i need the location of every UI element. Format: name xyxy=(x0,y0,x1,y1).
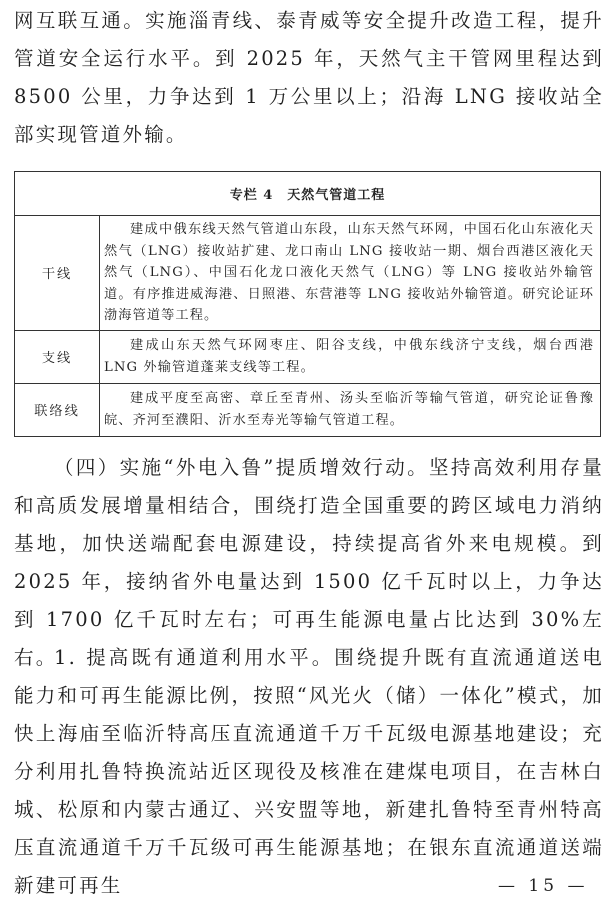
section-four-paragraph: （四）实施“外电入鲁”提质增效行动。坚持高效利用存量和高质发展增量相结合，围绕打造全国重要的跨区域电力消纳基地，加快送端配套电源建设，持续提高省外来电规模。到 2025 年，接纳省外电量达到 1500 亿千瓦时以上，力争达到 1700 亿千瓦时左右；可再生能源电量占比达到 30%左右。 xyxy=(14,456,604,669)
table-row xyxy=(15,216,601,331)
row-label-trunk-line: 干线 xyxy=(15,216,100,331)
row-label-branch-line: 支线 xyxy=(15,330,100,383)
table-title: 专栏 4 天然气管道工程 xyxy=(15,172,601,216)
row-content-trunk-line: 建成中俄东线天然气管道山东段，山东天然气环网，中国石化山东液化天然气（LNG）接收站扩建、龙口南山 LNG 接收站一期、烟台西港区液化天然气（LNG）、中国石化龙口液化天然气（LNG）等 LNG 接收站外输管道。有序推进威海港、日照港、东营港等 LNG 接收站外输管道。研究论证环渤海管道等工程。 xyxy=(100,216,601,331)
body-paragraph-pipeline-network: 网互联互通。实施淄青线、泰青威等安全提升改造工程，提升管道安全运行水平。到 2025 年，天然气主干管网里程达到 8500 公里，力争达到 1 万公里以上；沿海 LNG 接收站全部实现管道外输。 xyxy=(14,9,604,146)
page-number: — 15 — xyxy=(498,876,589,896)
row-content-connecting-line: 建成平度至高密、章丘至青州、汤头至临沂等输气管道，研究论证鲁豫皖、齐河至濮阳、沂水至寿光等输气管道工程。 xyxy=(100,383,601,436)
row-label-connecting-line: 联络线 xyxy=(15,383,100,436)
item-one-paragraph: 1. 提高既有通道利用水平。围绕提升既有直流通道送电能力和可再生能源比例，按照“风光火（储）一体化”模式，加快上海庙至临沂特高压直流通道千万千瓦级电源基地建设；充分利用扎鲁特换流站近区现役及核准在建煤电项目，在吉林白城、松原和内蒙古通辽、兴安盟等地，新建扎鲁特至青州特高压直流通道千万千瓦级可再生能源基地；在银东直流通道送端新建可再生 xyxy=(14,646,604,897)
table-row xyxy=(15,330,601,383)
table-header-row xyxy=(15,172,601,216)
row-content-branch-line: 建成山东天然气环网枣庄、阳谷支线，中俄东线济宁支线，烟台西港 LNG 外输管道蓬莱支线等工程。 xyxy=(100,330,601,383)
table-row xyxy=(15,383,601,436)
feature-box-table-natural-gas-pipelines xyxy=(14,171,601,437)
